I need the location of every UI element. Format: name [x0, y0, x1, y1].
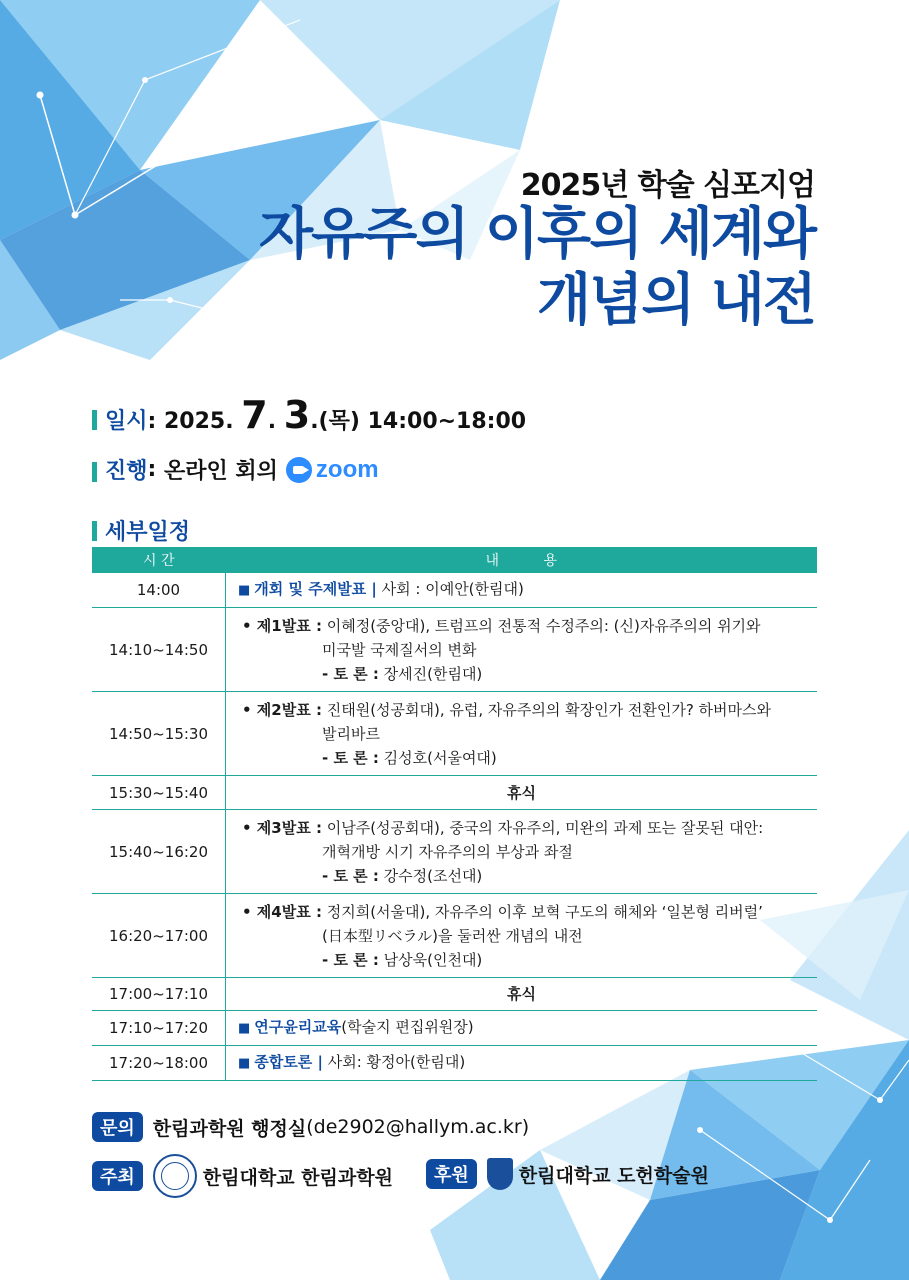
- presenter-label: • 제1발표 :: [242, 616, 322, 635]
- row-content: • 제1발표 : 이혜정(중앙대), 트럼프의 전통적 수정주의: (신)자유주의의 위기와 미국발 국제질서의 변화 - 토 론 : 장세진(한림대): [226, 608, 818, 692]
- datetime-month: 7: [241, 393, 268, 437]
- discussant-label: - 토 론 :: [322, 748, 379, 767]
- row-content: ■ 연구윤리교육(학술지 편집위원장): [226, 1011, 818, 1046]
- table-header-row: [92, 547, 817, 573]
- university-seal-icon: [153, 1154, 197, 1198]
- row-break: 휴식: [226, 978, 818, 1011]
- table-row: [92, 978, 817, 1011]
- discussant-label: - 토 론 :: [322, 866, 379, 885]
- row-break: 휴식: [226, 776, 818, 810]
- row-time: 14:10~14:50: [92, 608, 226, 692]
- row-content: • 제4발표 : 정지희(서울대), 자유주의 이후 보혁 구도의 해체와 ‘일본형 리버럴’ (日本型リベラル)을 둘러싼 개념의 내전 - 토 론 : 남상욱(인천대): [226, 894, 818, 978]
- inquiry-tag: 문의: [92, 1112, 143, 1142]
- inquiry-email[interactable]: (de2902@hallym.ac.kr): [306, 1116, 530, 1138]
- row-content: • 제3발표 : 이남주(성공회대), 중국의 자유주의, 미완의 과제 또는 잘못된 대안: 개혁개방 시기 자유주의의 부상과 좌절 - 토 론 : 강수정(조선대): [226, 810, 818, 894]
- square-bullet-icon: ■: [238, 583, 251, 598]
- sponsor-tag: 후원: [426, 1159, 477, 1189]
- section-bar: [92, 521, 97, 541]
- schedule-section-heading: [92, 515, 190, 546]
- square-bullet-icon: ■: [238, 1056, 251, 1071]
- format-label: 진행: [105, 459, 148, 484]
- table-row: [92, 1046, 817, 1081]
- zoom-logo: [286, 456, 379, 484]
- event-title-line1: 자유주의 이후의 세계와: [259, 202, 815, 267]
- table-row: [92, 1011, 817, 1046]
- event-subtitle: 2025년 학술 심포지엄: [520, 168, 815, 203]
- row-content: ■ 종합토론 | 사회: 황정아(한림대): [226, 1046, 818, 1081]
- sponsor-org: 한림대학교 도헌학술원: [518, 1164, 709, 1187]
- zoom-wordmark: zoom: [315, 455, 379, 483]
- host-org: 한림대학교 한림과학원: [202, 1166, 393, 1189]
- table-row: [92, 776, 817, 810]
- host-tag: 주최: [92, 1161, 143, 1191]
- datetime-time: 14:00~18:00: [367, 409, 527, 434]
- datetime-row: 일시 : 2025. 7 . 3 .(목) 14:00~18:00: [92, 393, 526, 437]
- datetime-label: 일시: [105, 409, 148, 434]
- table-row: [92, 810, 817, 894]
- discussant-label: - 토 론 :: [322, 664, 379, 683]
- datetime-year: 2025.: [163, 409, 234, 434]
- schedule-label: 세부일정: [105, 520, 191, 545]
- format-row: 진행 : 온라인 회의 zoom: [92, 454, 379, 485]
- format-value: 온라인 회의: [163, 459, 278, 484]
- sponsor-row: [426, 1158, 709, 1190]
- zoom-camera-icon: [286, 457, 312, 483]
- discussant-label: - 토 론 :: [322, 950, 379, 969]
- schedule-table: [92, 547, 817, 1081]
- row-time: 15:30~15:40: [92, 776, 226, 810]
- presenter-label: • 제3발표 :: [242, 818, 322, 837]
- presenter-label: • 제4발표 :: [242, 902, 322, 921]
- section-bar: [92, 410, 97, 430]
- row-time: 14:50~15:30: [92, 692, 226, 776]
- header-time: 시 간: [92, 547, 226, 573]
- datetime-day: 3: [283, 393, 311, 437]
- row-time: 14:00: [92, 573, 226, 608]
- row-content: ■ 개회 및 주제발표 | 사회 : 이예안(한림대): [226, 573, 818, 608]
- institute-shield-icon: [487, 1158, 513, 1190]
- inquiry-row: [92, 1112, 529, 1142]
- section-bar: [92, 462, 97, 482]
- table-row: [92, 573, 817, 608]
- row-time: 16:20~17:00: [92, 894, 226, 978]
- table-row: [92, 608, 817, 692]
- square-bullet-icon: ■: [238, 1021, 251, 1036]
- row-time: 17:10~17:20: [92, 1011, 226, 1046]
- host-row: [92, 1154, 393, 1198]
- inquiry-org: 한림과학원 행정실: [152, 1117, 307, 1140]
- event-title-line2: 개념의 내전: [537, 268, 815, 333]
- presenter-label: • 제2발표 :: [242, 700, 322, 719]
- table-row: [92, 692, 817, 776]
- datetime-weekday: .(목): [310, 409, 360, 434]
- row-time: 17:20~18:00: [92, 1046, 226, 1081]
- row-content: • 제2발표 : 진태원(성공회대), 유럽, 자유주의의 확장인가 전환인가? 하버마스와 발리바르 - 토 론 : 김성호(서울여대): [226, 692, 818, 776]
- table-row: [92, 894, 817, 978]
- event-title: [259, 202, 815, 334]
- header-content: 내 용: [226, 547, 818, 573]
- row-time: 17:00~17:10: [92, 978, 226, 1011]
- row-time: 15:40~16:20: [92, 810, 226, 894]
